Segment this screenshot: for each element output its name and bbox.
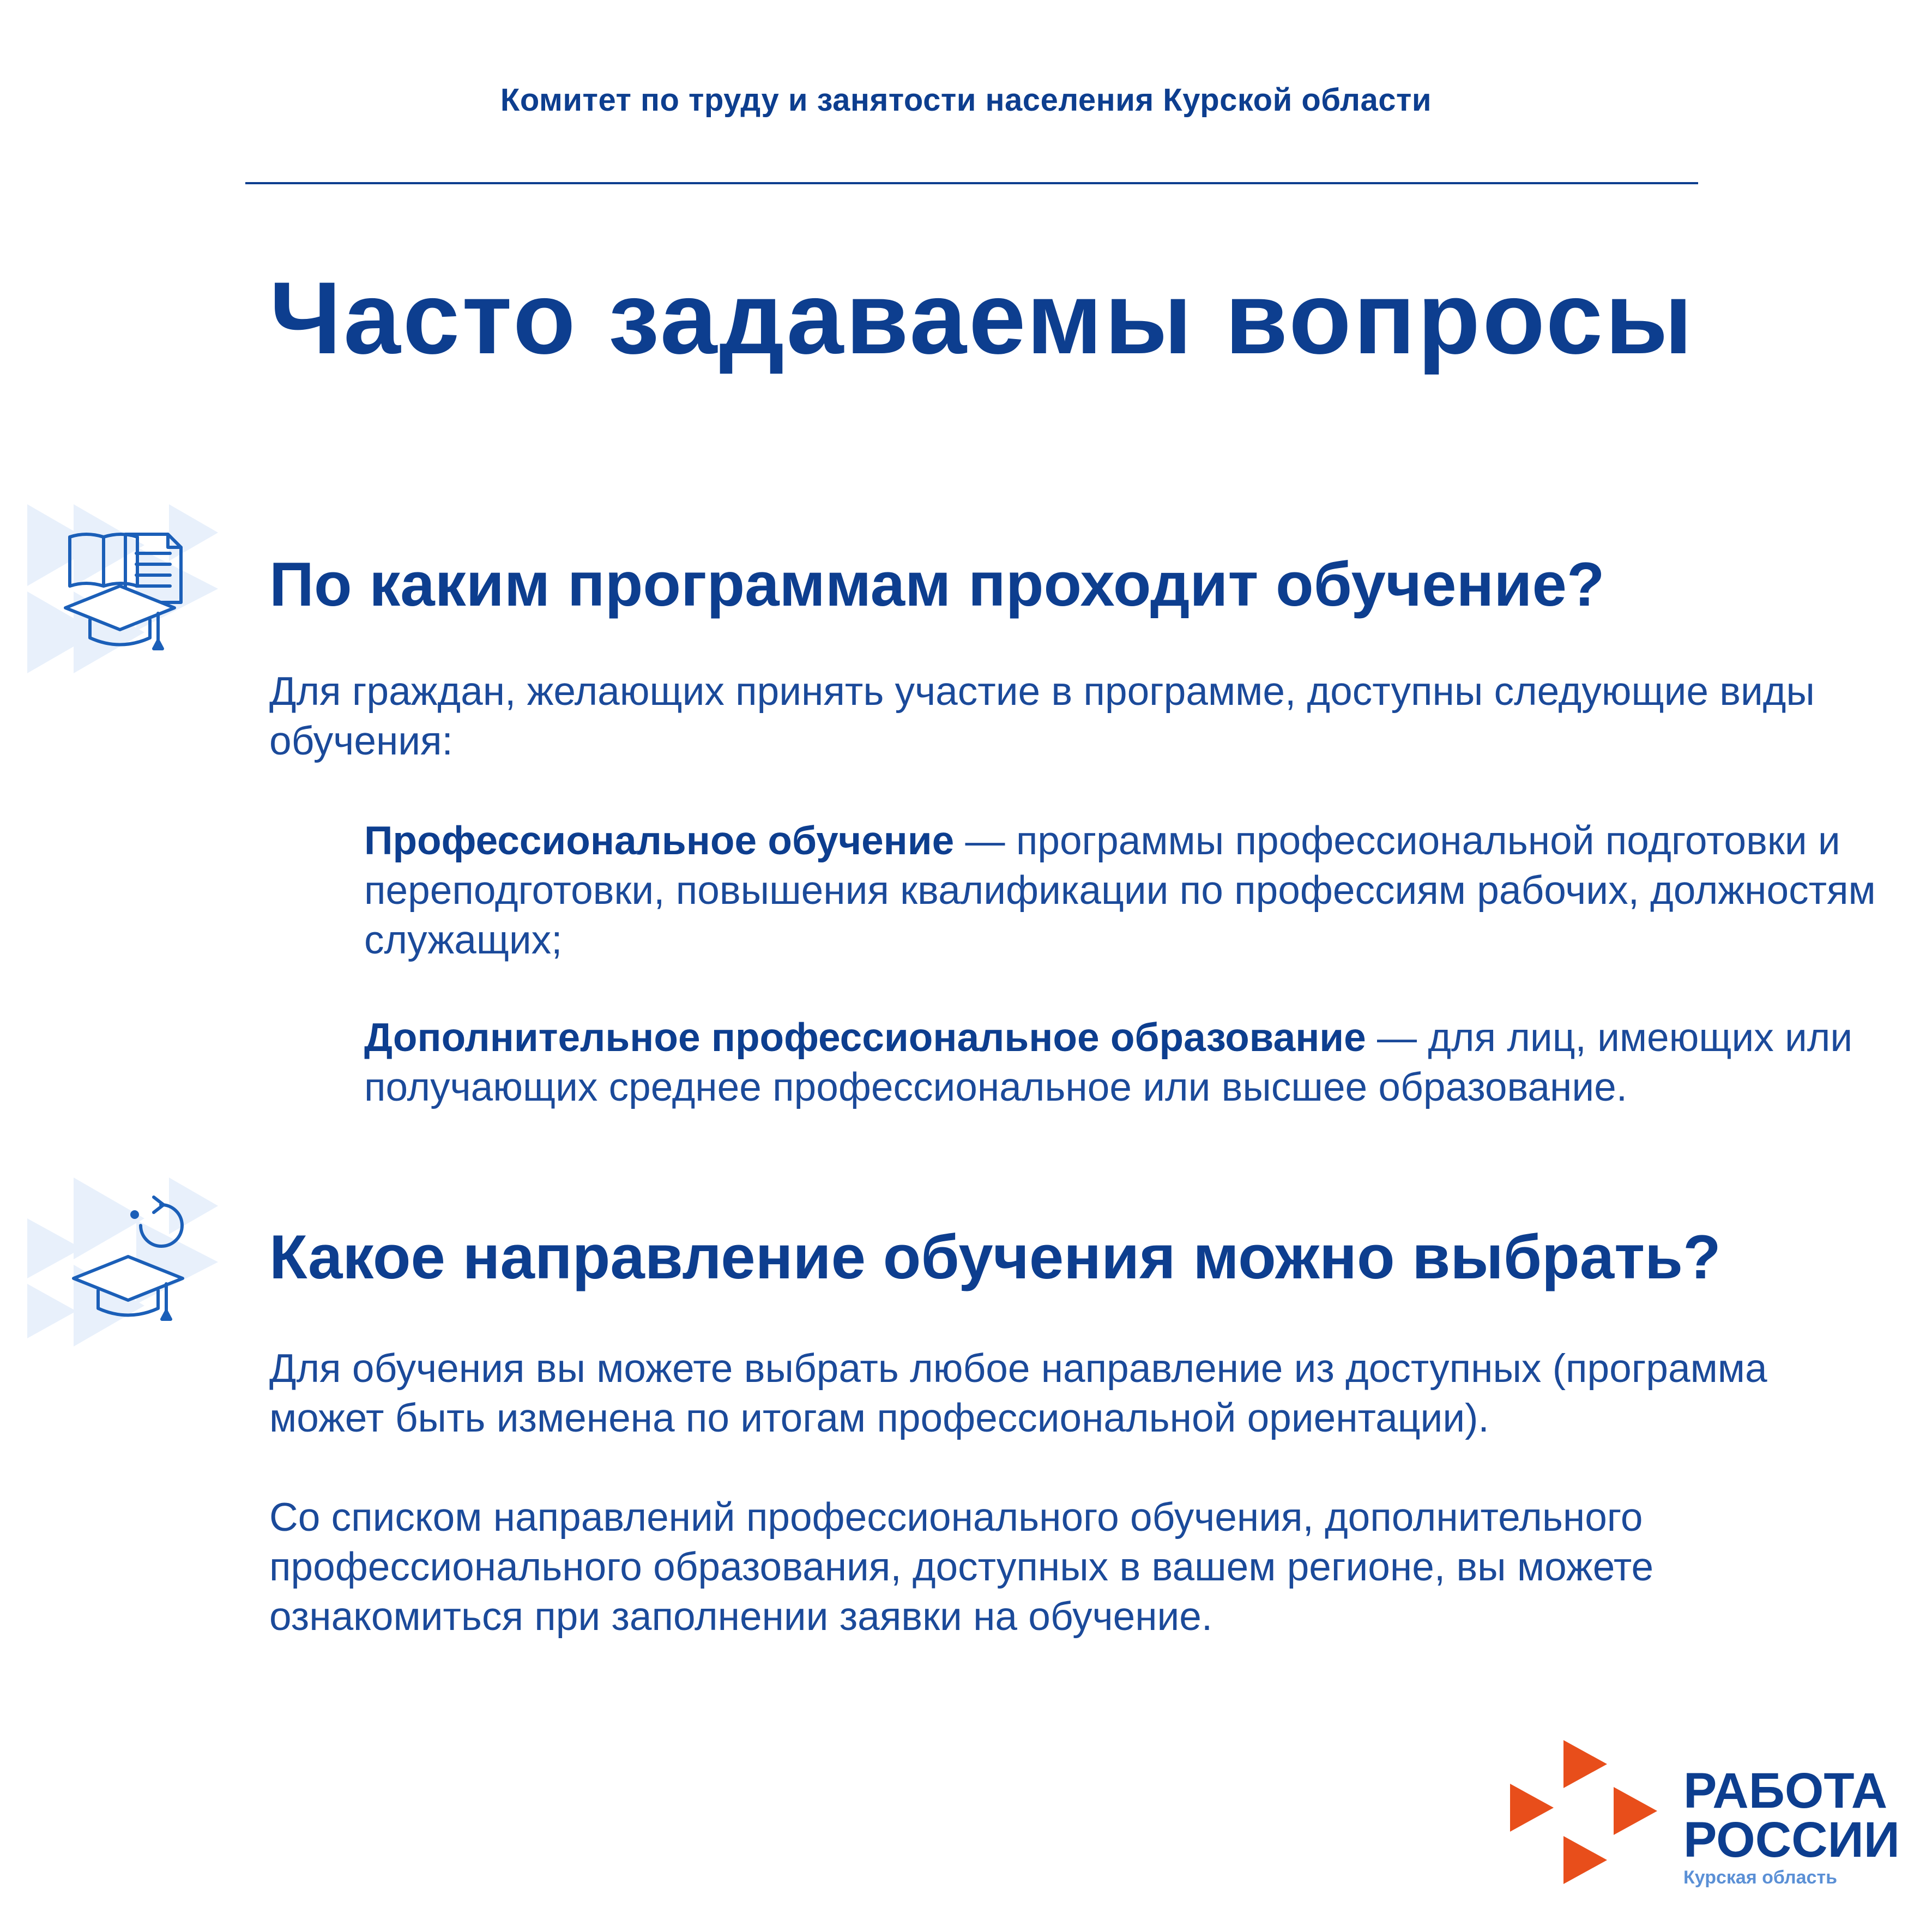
logo-line-1: РАБОТА bbox=[1683, 1763, 1888, 1819]
list-item-professional-training bbox=[364, 816, 1885, 965]
section-heading-direction: Какое направление обучения можно выбрать? bbox=[269, 1223, 1721, 1292]
graduation-cap-refresh-icon bbox=[27, 1178, 224, 1347]
organization-title: Комитет по труду и занятости населения Курской области bbox=[500, 82, 1432, 118]
definition-additional-education: — для лиц, имеющих или получающих среднее профессиональное или высшее образование. bbox=[364, 1016, 1853, 1109]
term-additional-education: Дополнительное профессиональное образование bbox=[364, 1016, 1366, 1060]
section-paragraph-direction-1: Для обучения вы можете выбрать любое направление из доступных (программа может быть изменена по итогам профессиональной ориентации). bbox=[269, 1347, 1767, 1440]
section-heading-programs: По каким программам проходит обучение? bbox=[269, 550, 1605, 619]
logo-wordmark bbox=[1683, 1763, 1900, 1868]
section-intro-programs: Для граждан, желающих принять участие в программе, доступны следующие виды обучения: bbox=[269, 669, 1815, 763]
book-document-graduation-cap-icon bbox=[27, 504, 224, 673]
page-title: Часто задаваемы вопросы bbox=[269, 261, 1695, 375]
logo-region: Курская область bbox=[1683, 1867, 1837, 1888]
term-professional-training: Профессиональное обучение bbox=[364, 819, 955, 863]
list-item-additional-education bbox=[364, 1013, 1901, 1112]
header-divider bbox=[245, 182, 1698, 184]
section-paragraph-direction-2: Со списком направлений профессионального обучения, дополнительного профессионального образования, доступных в вашем регионе, вы можете ознакомиться при заполнении заявки на обучение. bbox=[269, 1495, 1654, 1639]
logo-line-2: РОССИИ bbox=[1683, 1812, 1900, 1868]
definition-professional-training: — программы профессиональной подготовки и переподготовки, повышения квалификации по профессиям рабочих, должностям служащих; bbox=[364, 819, 1876, 962]
